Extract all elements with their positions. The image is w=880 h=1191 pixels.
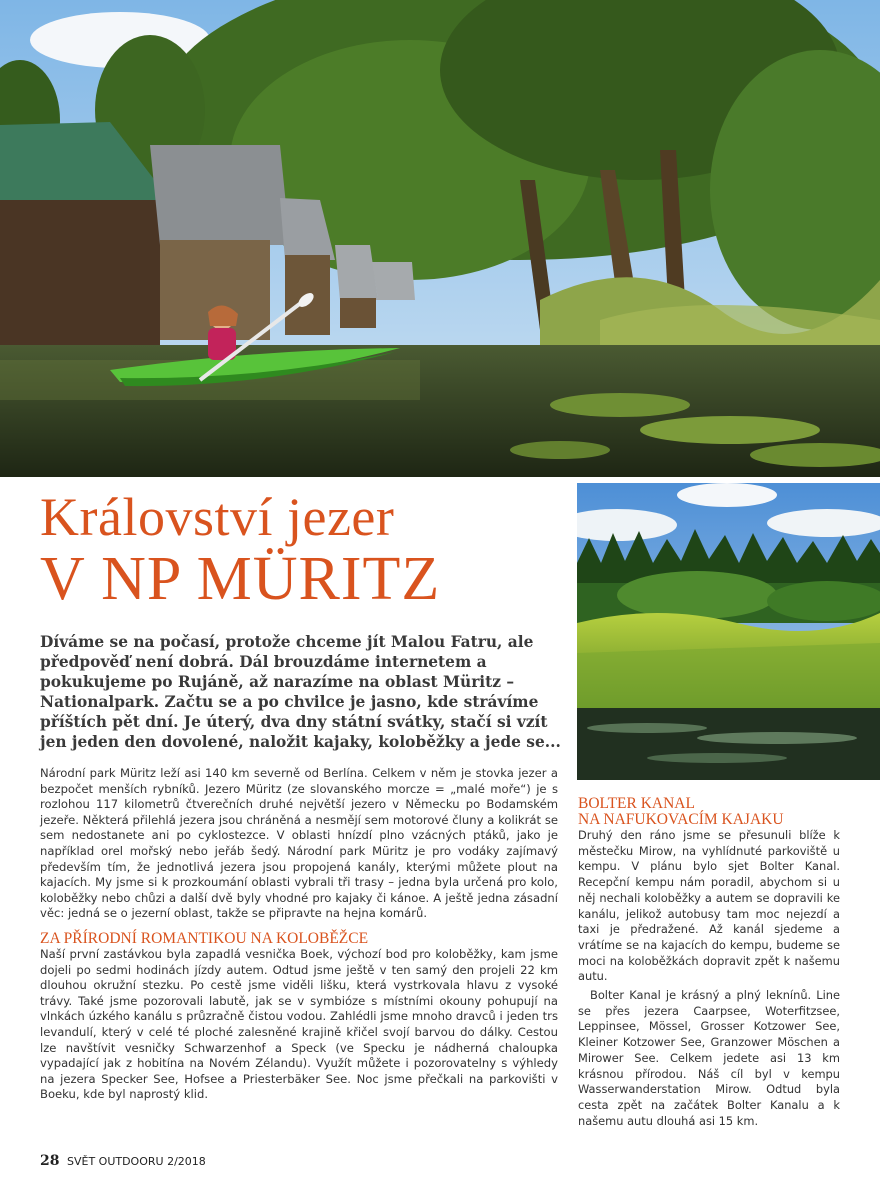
kayak-canal-illustration bbox=[0, 0, 880, 477]
section-heading-kayak bbox=[578, 796, 840, 828]
section-scooter-text: Naší první zastávkou byla zapadlá vesnička Boek, výchozí bod pro koloběžky, kam jsme dojeli po sedmi hodinách jízdy autem. Odtud jsme ještě v ten samý den projeli 22 km dlouhou okružní stezku. Po cestě jsme viděli lišku, která vystrkovala hlavu z vysoké trávy. Také jsme pozorovali labutě, jak se v symbióze s místními okouny pohupují na vlnkách úzkého kanálu s průzračně čistou vodou. Zahlédli jsme mnoho dravců i jeden trs levandulí, který v celé té ploché zalesněné krajině křičel svojí barvou do dálky. Cestou lze navštívit vesničky Schwarzenhof a Speck (ve Specku je nádherná chaloupka vypadající jak z hobitína na Novém Zélandu). Využít můžete i pozorovatelny s výhledy na jezera Specker See, Hofsee a Priesterbäker See. Noc jsme přečkali na parkovišti v Boeku, kde byl naprostý klid. bbox=[40, 946, 558, 1102]
page-number: 28 bbox=[40, 1153, 60, 1169]
page-footer bbox=[40, 1153, 206, 1169]
section-heading-kayak-line-1: BOLTER KANAL bbox=[578, 795, 695, 812]
section-kayak-paragraph-2: Bolter Kanal je krásný a plný leknínů. Line se přes jezera Caarpsee, Woterfitzsee, Leppinsee, Mössel, Grosser Kotzower See, Kleiner Kotzower See, Granzower Möschen a Mirower See. Celkem jedete asi 13 km krásnou přírodou. Náš cíl byl v kempu Wasserwanderstation Mirow. Odtud byla cesta zpět na začátek Bolter Kanalu a k našemu autu dlouhá asi 15 km. bbox=[578, 988, 840, 1128]
lake-reeds-photo bbox=[577, 483, 880, 780]
section-heading-kayak-line-2: NA NAFUKOVACÍM KAJAKU bbox=[578, 811, 784, 828]
article-title bbox=[40, 488, 570, 612]
intro-paragraph: Národní park Müritz leží asi 140 km severně od Berlína. Celkem v něm je stovka jezer a bezpočet menších rybníků. Jezero Müritz (ze slovanského morcze = „malé moře“) je s rozlohou 117 kilometrů čtverečních druhé největší jezero v Německu po Bodamském jezeře. Některá přilehlá jezera jsou chráněná a nesmějí sem motorové čluny a kolikrát se sem nedostanete ani po cyklostezce. V oblasti hnízdí plno vzácných ptáků, jako je například orel mořský nebo jeřáb šedý. Národní park Müritz je pro vodáky zajímavý především tím, že jednotlivá jezera jsou propojená kanály, kterými můžete plout na kajacích. My jsme si k prozkoumání oblasti vybrali tři trasy – jedna byla určená pro kolo, koloběžky nebo chůzi a další dvě byly vhodné pro kajaky či kánoe. A ještě jedna zásadní věc: jedná se o jezerní oblast, takže se připravte na hejna komárů. bbox=[40, 766, 558, 921]
lead-paragraph: Díváme se na počasí, protože chceme jít Malou Fatru, ale předpověď není dobrá. Dál brouzdáme internetem a pokukujeme po Rujáně, až narazíme na oblast Müritz – Nationalpark. Začtu se a po chvilce je jasno, kde strávíme příštích pět dní. Je úterý, dva dny státní svátky, stačí si vzít jen jeden den dovolené, naložit kajaky, koloběžky a jede se... bbox=[40, 633, 561, 751]
section-kayak-paragraph-1: Druhý den ráno jsme se přesunuli blíže k městečku Mirow, na vyhlídnuté parkoviště u kempu. V plánu bylo sjet Bolter Kanal. Recepční kempu nám poradil, abychom si u něj nechali koloběžky a autem se dopravili ke kanálu, jelikož autobusy tam moc nejezdí a taxi je předražené. Až kanál sjedeme a vrátíme se na kajacích do kempu, budeme se moci na koloběžkách dopravit zpět k našemu autu. bbox=[578, 828, 840, 984]
right-column bbox=[578, 796, 840, 1129]
lake-reeds-illustration bbox=[577, 483, 880, 780]
magazine-name: SVĚT OUTDOORU 2/2018 bbox=[66, 1155, 206, 1168]
hero-photo bbox=[0, 0, 880, 477]
left-column bbox=[40, 766, 558, 1103]
section-heading-scooter: ZA PŘÍRODNÍ ROMANTIKOU NA KOLOBĚŽCE bbox=[40, 929, 369, 947]
title-line-1: Království jezer bbox=[40, 487, 395, 547]
title-line-2: V NP MÜRITZ bbox=[40, 545, 441, 613]
